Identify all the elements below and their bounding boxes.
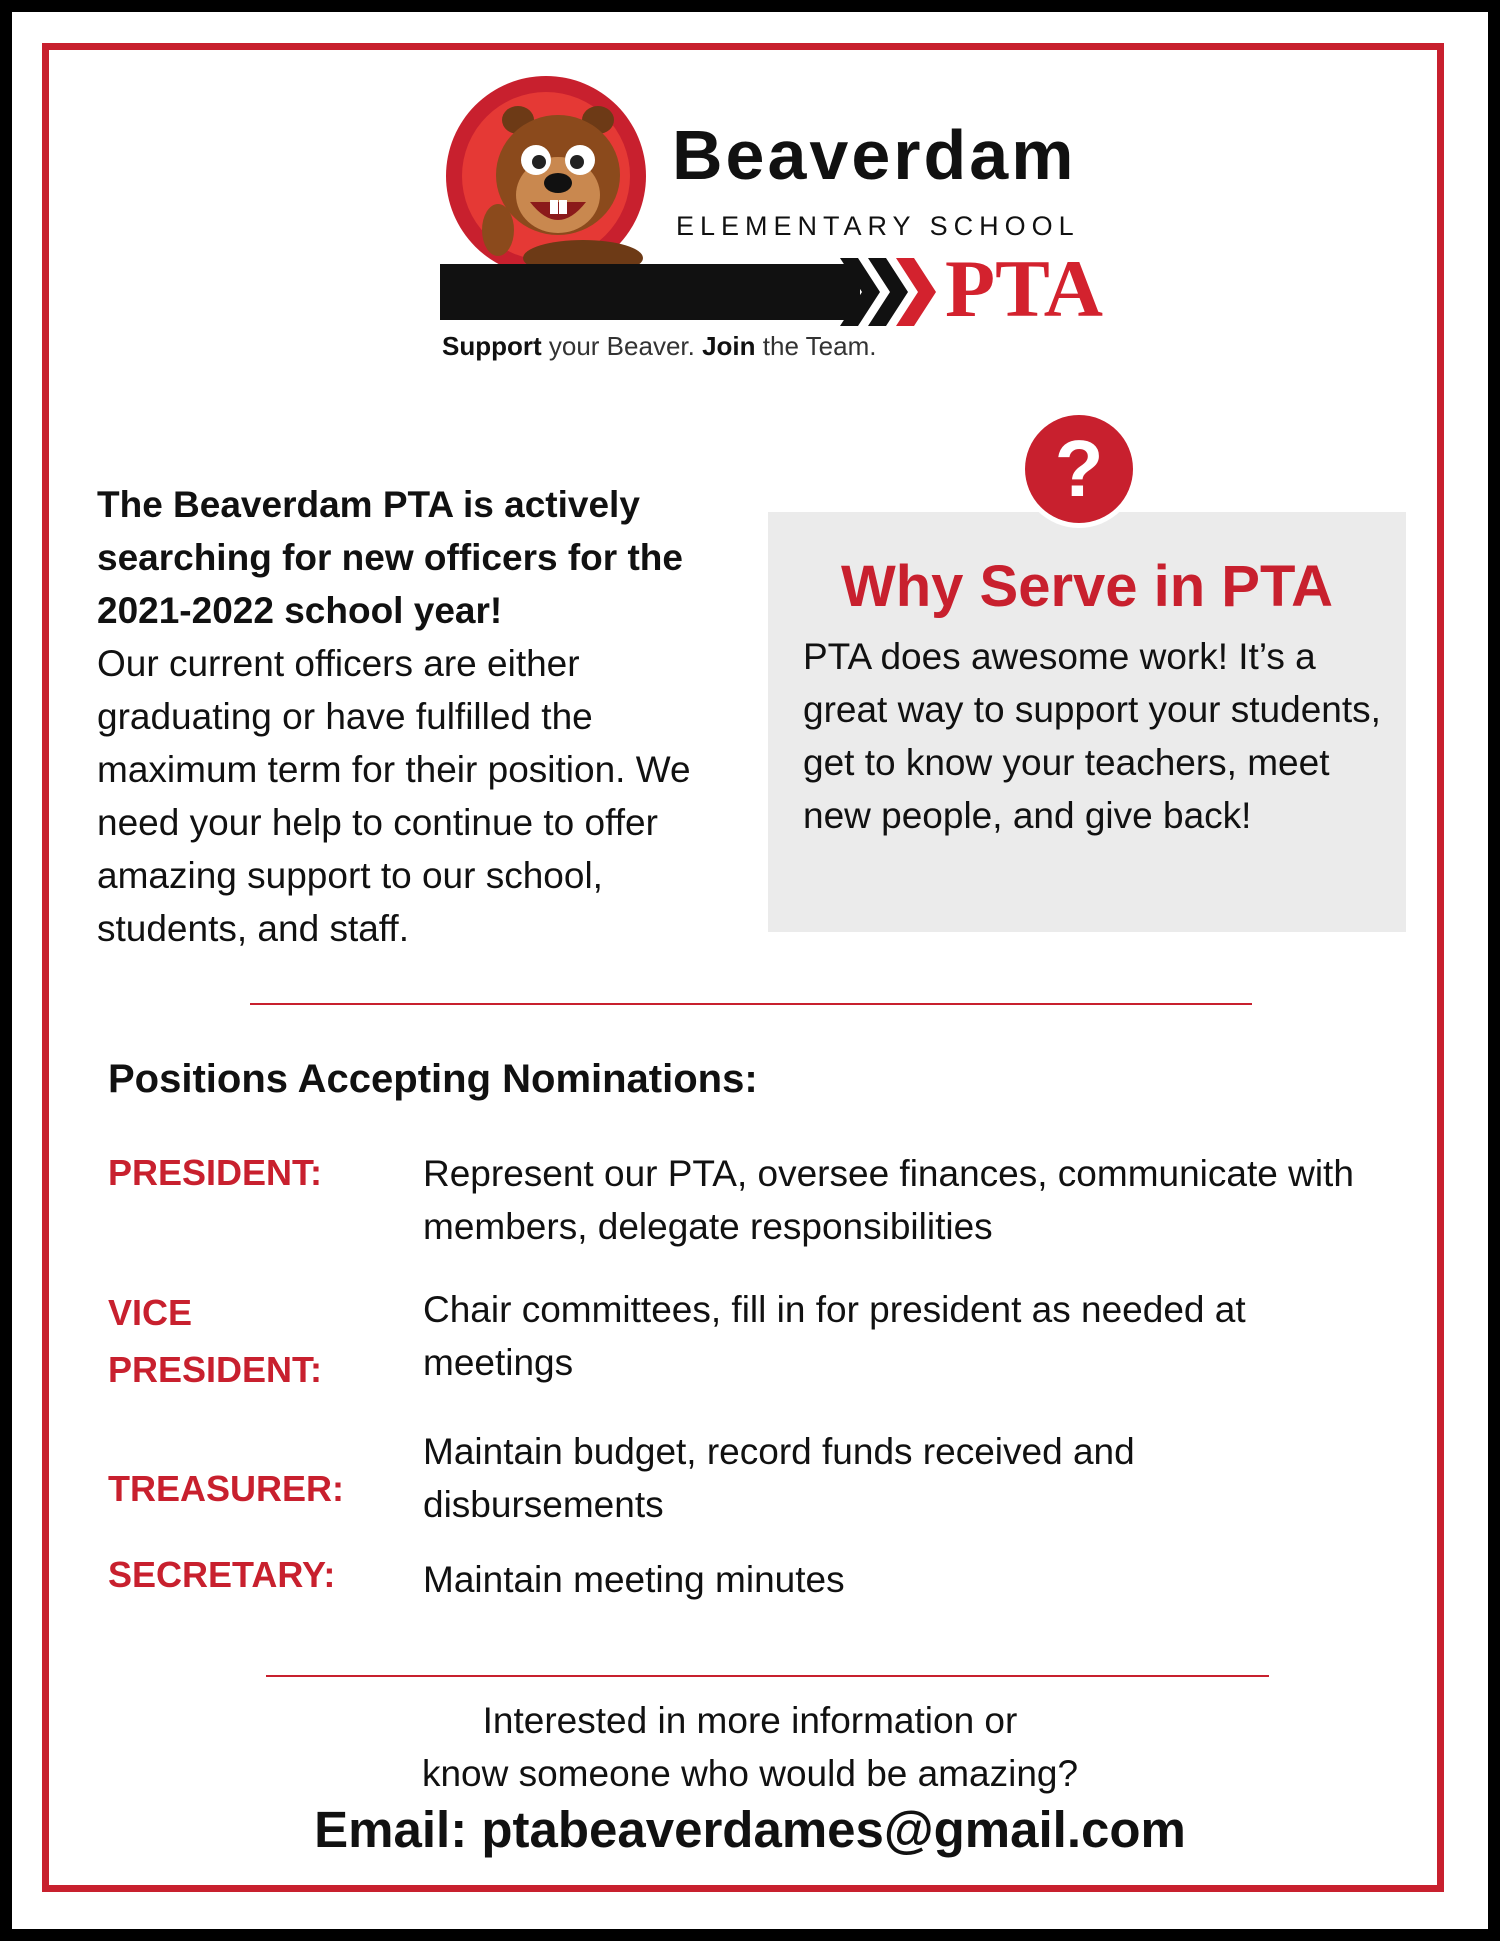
contact-email[interactable]: Email: ptabeaverdames@gmail.com	[314, 1801, 1186, 1858]
duty-secretary: Maintain meeting minutes	[423, 1559, 845, 1600]
duty-treasurer: Maintain budget, record funds received and disbursements	[423, 1431, 1135, 1525]
logo-tagline: Support your Beaver. Join the Team.	[442, 331, 877, 361]
intro-body: Our current officers are either graduating or have fulfilled the maximum term for their position. We need your help to continue to offer amazing support to our school, students, and staff.	[97, 643, 691, 949]
positions-heading: Positions Accepting Nominations:	[108, 1057, 758, 1101]
red-border-frame	[42, 43, 1444, 1892]
divider-bottom	[266, 1675, 1269, 1677]
duty-president: Represent our PTA, oversee finances, communicate with members, delegate responsibilities	[423, 1153, 1354, 1247]
logo-black-bar	[440, 264, 860, 320]
role-secretary: SECRETARY:	[108, 1554, 336, 1595]
beaver-mascot-icon	[458, 80, 658, 280]
footer-line-2: know someone who would be amazing?	[421, 1753, 1079, 1794]
question-mark-icon: ?	[1020, 410, 1138, 528]
footer-line-1: Interested in more information or	[482, 1700, 1018, 1741]
divider-top	[250, 1003, 1252, 1005]
role-treasurer: TREASURER:	[108, 1468, 345, 1509]
school-type: ELEMENTARY SCHOOL	[676, 211, 1080, 241]
logo-pta: PTA	[945, 243, 1103, 334]
role-president: PRESIDENT:	[108, 1152, 323, 1193]
role-vice-president: VICE PRESIDENT:	[108, 1292, 323, 1390]
chevron-arrows-icon	[840, 258, 960, 326]
why-serve-text: PTA does awesome work! It’s a great way to support your students, get to know your teachers, meet new people, and give back!	[803, 636, 1381, 836]
intro-lead: The Beaverdam PTA is actively searching for new officers for the 2021-2022 school year!	[97, 484, 683, 631]
intro-text	[97, 478, 737, 955]
why-serve-title: Why Serve in PTA	[840, 554, 1334, 619]
school-name: Beaverdam	[672, 116, 1077, 194]
duty-vice-president: Chair committees, fill in for president as needed at meetings	[423, 1289, 1246, 1383]
